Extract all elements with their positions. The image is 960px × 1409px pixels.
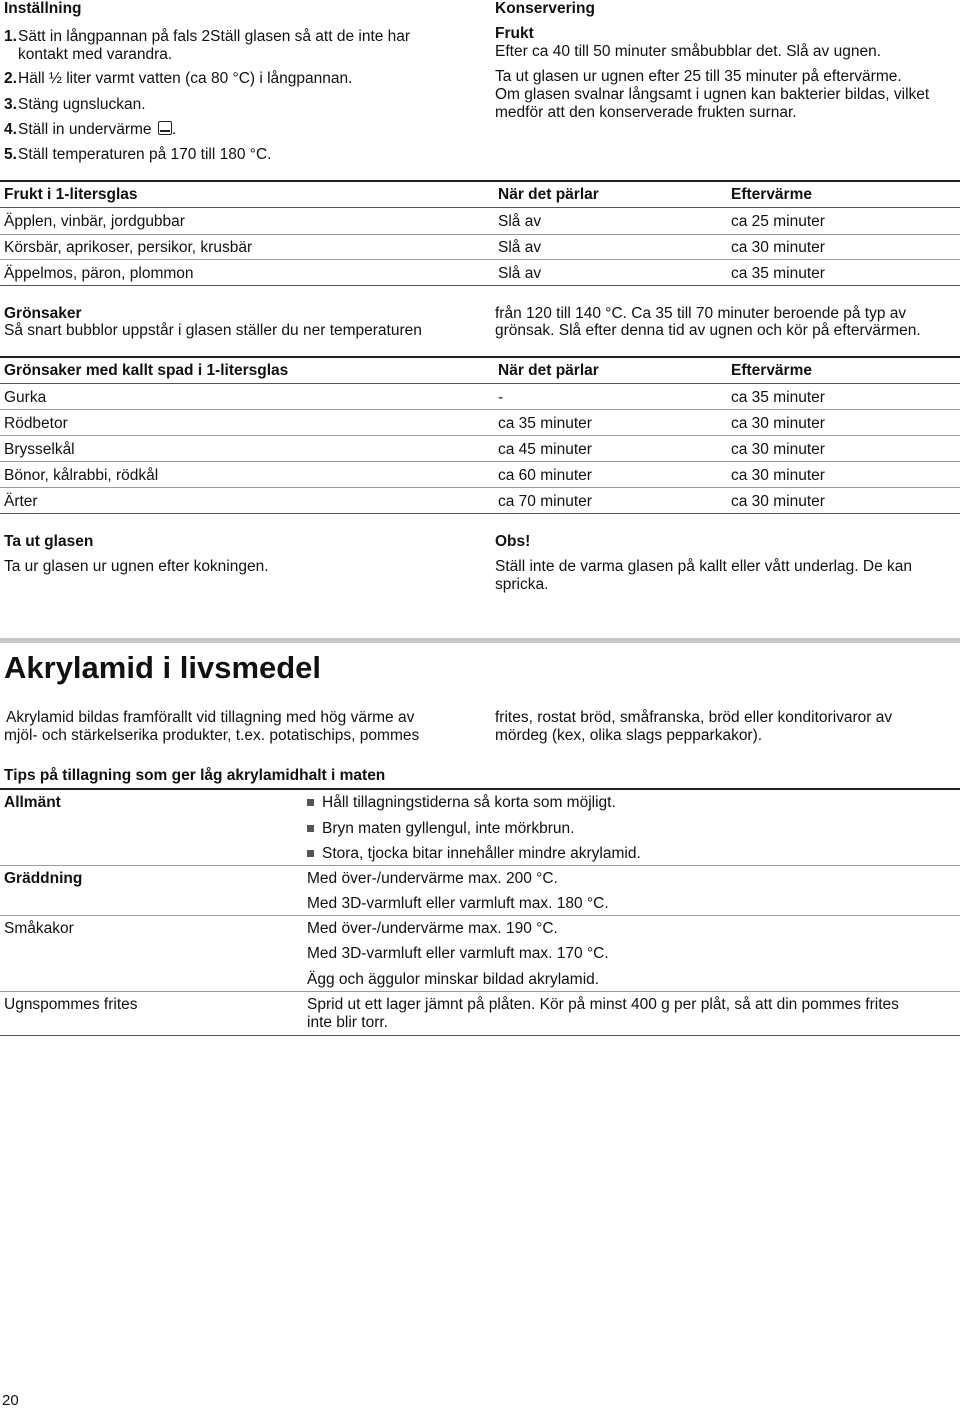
remove-heading: Ta ut glasen bbox=[4, 533, 94, 550]
table-header: När det pärlar bbox=[498, 186, 599, 203]
setup-step-3: 3.Stäng ugnsluckan. bbox=[4, 96, 146, 113]
preserving-heading: Konservering bbox=[495, 0, 595, 17]
page-title: Akrylamid i livsmedel bbox=[4, 650, 322, 685]
tips-text: Med 3D-varmluft eller varmluft max. 170 °C. bbox=[307, 945, 609, 962]
setup-step-5: 5.Ställ temperaturen på 170 till 180 °C. bbox=[4, 146, 272, 163]
setup-step-1: 1.Sätt in långpannan på fals 2Ställ glasen så att de inte har kontakt med varandra. bbox=[4, 28, 411, 63]
acrylamide-text: Akrylamid bildas framförallt vid tillagning med hög värme av bbox=[6, 709, 415, 726]
acrylamide-text: mördeg (kex, olika slags pepparkakor). bbox=[495, 727, 763, 744]
list-item: Bryn maten gyllengul, inte mörkbrun. bbox=[307, 820, 574, 838]
preserving-subheading: Frukt bbox=[495, 25, 534, 42]
acrylamide-text: mjöl- och stärkelserika produkter, t.ex. potatischips, pommes bbox=[4, 727, 420, 744]
tips-text: Med över-/undervärme max. 200 °C. bbox=[307, 870, 558, 887]
tips-text: Med 3D-varmluft eller varmluft max. 180 °C. bbox=[307, 895, 609, 912]
preserving-line: Om glasen svalnar långsamt i ugnen kan bakterier bildas, vilket bbox=[495, 86, 930, 103]
setup-step-2: 2.Häll ½ liter varmt vatten (ca 80 °C) i långpannan. bbox=[4, 70, 353, 87]
table-header: När det pärlar bbox=[498, 362, 599, 379]
tips-text: Med över-/undervärme max. 190 °C. bbox=[307, 920, 558, 937]
list-item: Stora, tjocka bitar innehåller mindre akrylamid. bbox=[307, 845, 641, 863]
table-header: Eftervärme bbox=[731, 362, 812, 379]
preserving-line: Ta ut glasen ur ugnen efter 25 till 35 minuter på eftervärme. bbox=[495, 68, 902, 85]
note-text: spricka. bbox=[495, 576, 549, 593]
tips-label-baking: Gräddning bbox=[4, 870, 83, 887]
tips-label-fries: Ugnspommes frites bbox=[4, 996, 138, 1013]
square-bullet-icon bbox=[307, 850, 314, 857]
remove-text: Ta ur glasen ur ugnen efter kokningen. bbox=[4, 558, 269, 575]
list-item: Håll tillagningstiderna så korta som möjligt. bbox=[307, 794, 616, 812]
vegetables-text: Så snart bubblor uppstår i glasen ställer du ner temperaturen bbox=[4, 322, 422, 339]
tips-label-general: Allmänt bbox=[4, 794, 61, 811]
vegetables-text: grönsak. Slå efter denna tid av ugnen och kör på eftervärmen. bbox=[495, 322, 921, 339]
table-header: Frukt i 1-litersglas bbox=[4, 186, 138, 203]
tips-label-cookies: Småkakor bbox=[4, 920, 74, 937]
tips-heading: Tips på tillagning som ger låg akrylamidhalt i maten bbox=[4, 767, 386, 784]
page-number: 20 bbox=[2, 1392, 19, 1409]
square-bullet-icon bbox=[307, 825, 314, 832]
setup-heading: Inställning bbox=[4, 0, 82, 17]
bottom-heat-icon bbox=[158, 121, 172, 135]
tips-text: inte blir torr. bbox=[307, 1014, 388, 1031]
note-text: Ställ inte de varma glasen på kallt eller vått underlag. De kan bbox=[495, 558, 913, 575]
acrylamide-text: frites, rostat bröd, småfranska, bröd eller konditorivaror av bbox=[495, 709, 893, 726]
vegetables-heading: Grönsaker bbox=[4, 305, 82, 322]
preserving-line: Efter ca 40 till 50 minuter småbubblar det. Slå av ugnen. bbox=[495, 43, 881, 60]
table-header: Eftervärme bbox=[731, 186, 812, 203]
square-bullet-icon bbox=[307, 799, 314, 806]
vegetables-text: från 120 till 140 °C. Ca 35 till 70 minuter beroende på typ av bbox=[495, 305, 907, 322]
tips-text: Ägg och äggulor minskar bildad akrylamid. bbox=[307, 971, 600, 988]
table-header: Grönsaker med kallt spad i 1-litersglas bbox=[4, 362, 289, 379]
note-heading: Obs! bbox=[495, 533, 531, 550]
tips-text: Sprid ut ett lager jämnt på plåten. Kör på minst 400 g per plåt, så att din pommes frites bbox=[307, 996, 899, 1013]
setup-step-4: 4.Ställ in undervärme . bbox=[4, 121, 177, 138]
preserving-line: medför att den konserverade frukten surnar. bbox=[495, 104, 797, 121]
